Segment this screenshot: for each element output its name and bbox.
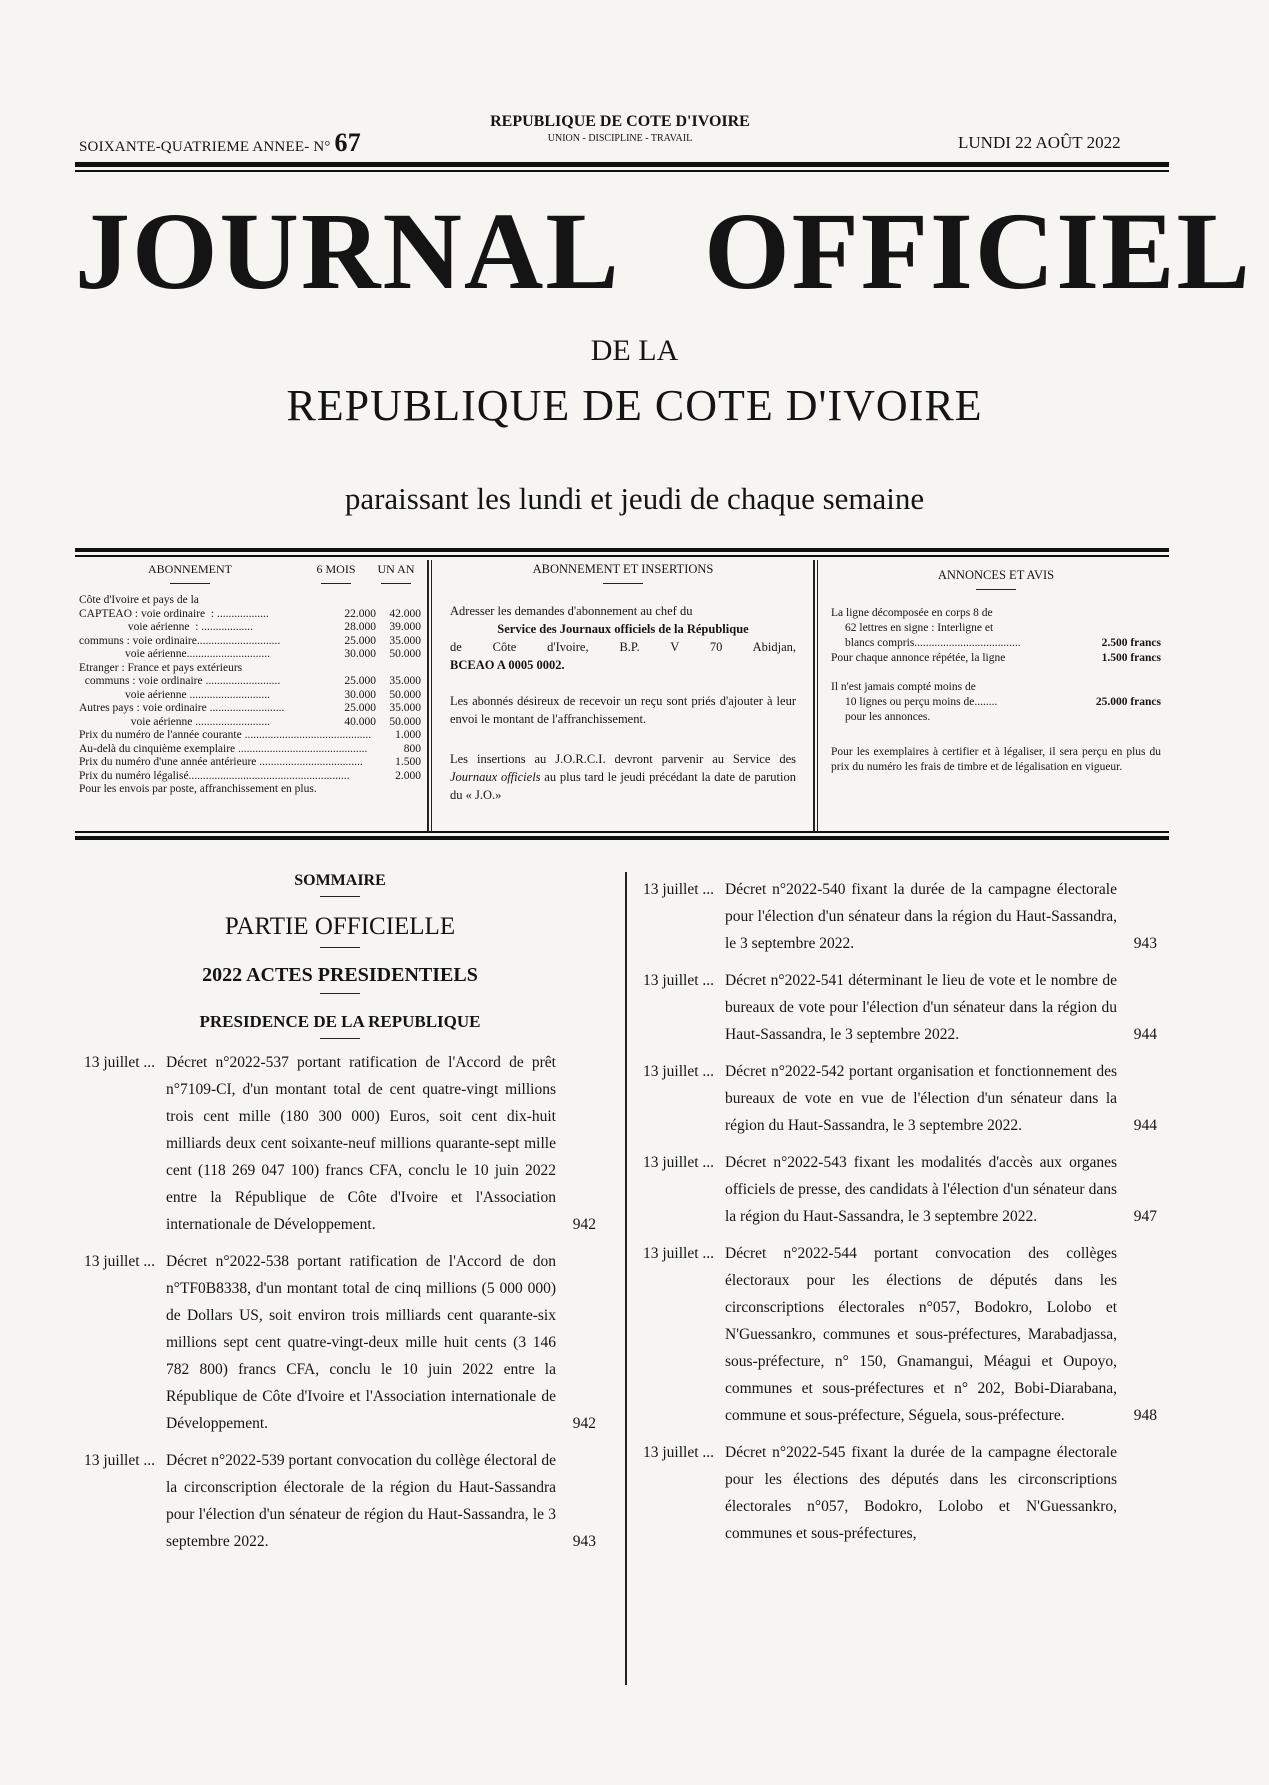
- annonces-l2: 62 lettres en signe : Interligne et: [845, 622, 994, 634]
- entry-date: 13 juillet ...: [84, 1452, 156, 1469]
- annonces-l6: 10 lignes ou perçu moins de........: [845, 696, 998, 708]
- entry-text: Décret n°2022-540 fixant la durée de la campagne électorale pour l'élection d'un sénateur dans la région du Haut-Sassandra, le 3 septembre 2022.: [725, 881, 1117, 952]
- entry-page: 943: [1133, 935, 1157, 952]
- abonnement-row-label: communs : voie ordinaire ..........................: [79, 675, 281, 687]
- annonces-l5: Il n'est jamais compté moins de: [831, 681, 976, 693]
- sommaire-entry[interactable]: [84, 1447, 596, 1555]
- price-row: [79, 743, 421, 757]
- issue-date: LUNDI 22 AOÛT 2022: [958, 133, 1121, 152]
- abonnement-row-6mois: 40.000: [344, 715, 376, 728]
- sommaire-left: [84, 872, 596, 1555]
- entry-date: 13 juillet ...: [643, 1063, 715, 1080]
- abonnement-row-label: communs : voie ordinaire.............................: [79, 634, 281, 647]
- annonces-l6-price: 25.000 francs: [1095, 696, 1161, 708]
- entry-date: 13 juillet ...: [643, 1444, 715, 1461]
- abonnement-row-1an: 50.000: [389, 648, 421, 660]
- abonnement-row: [79, 662, 421, 676]
- annonces-column: [831, 562, 1161, 775]
- six-mois-header: 6 MOIS: [316, 562, 356, 576]
- entry-text: Décret n°2022-543 fixant les modalités d'accès aux organes officiels de presse, des candidats à l'élection d'un sénateur dans la région du Haut-Sassandra, le 3 septembre 2022.: [725, 1154, 1117, 1225]
- annonces-l7: pour les annonces.: [845, 711, 931, 723]
- presidence: PRESIDENCE DE LA REPUBLIQUE: [199, 1012, 481, 1031]
- sommaire-entry[interactable]: [643, 876, 1157, 957]
- annonces-l4-price: 1.500 francs: [1101, 652, 1161, 664]
- price-label: Prix du numéro d'une année antérieure ....................................: [79, 756, 363, 768]
- price-value: 2.000: [395, 769, 421, 782]
- abonnement-row-6mois: 25.000: [344, 634, 376, 647]
- journal-title: JOURNAL OFFICIEL: [75, 190, 1252, 312]
- price-row: [79, 756, 421, 770]
- abonnement-row-1an: 50.000: [389, 715, 421, 728]
- insertions-title: ABONNEMENT ET INSERTIONS: [532, 562, 714, 576]
- entry-text: Décret n°2022-544 portant convocation des collèges électoraux pour les élections de députés dans les circonscriptions électorales n°057, Bodokro, Lolobo et N'Guessankro, communes et sous-préfectures, Marabadjassa, sous-préfecture, n° 150, Gnamangui, Méagui et Oupoyo, communes et sous-préfectures et n° 202, Bobi-Diarabana, commune et sous-préfecture, Séguela, sous-préfecture.: [725, 1245, 1117, 1424]
- abonnement-row-6mois: 25.000: [344, 702, 376, 714]
- insertions-p1a: Adresser les demandes d'abonnement au chef du: [450, 604, 693, 618]
- entry-text: Décret n°2022-542 portant organisation et fonctionnement des bureaux de vote en vue de l'élection d'un sénateur dans la région du Haut-Sassandra, le 3 septembre 2022.: [725, 1063, 1117, 1134]
- entry-date: 13 juillet ...: [643, 972, 715, 989]
- price-row: [79, 770, 421, 784]
- republic-title: REPUBLIQUE DE COTE D'IVOIRE: [286, 381, 983, 430]
- abonnement-row: [79, 702, 421, 716]
- annonces-title: ANNONCES ET AVIS: [937, 568, 1055, 582]
- abonnement-row: [79, 621, 421, 635]
- abonnement-row-1an: 35.000: [389, 634, 421, 647]
- annonces-l8: Pour les exemplaires à certifier et à légaliser, il sera perçu en plus du prix du numéro les frais de timbre et de légalisation en vigueur.: [831, 746, 1161, 773]
- price-row: [79, 729, 421, 743]
- sommaire-entry[interactable]: [643, 1149, 1157, 1230]
- entry-date: 13 juillet ...: [84, 1253, 156, 1270]
- abonnement-row-1an: 42.000: [389, 607, 421, 620]
- price-label: Prix du numéro légalisé........................................................: [79, 769, 350, 782]
- sommaire-entry[interactable]: [643, 1439, 1117, 1547]
- left-entries: [84, 1049, 596, 1555]
- entry-date: 13 juillet ...: [643, 1245, 715, 1262]
- entry-text: Décret n°2022-538 portant ratification de l'Accord de don n°TF0B8338, d'un montant total de cinq millions (5 000 000) de Dollars US, soit environ trois milliards cent quarante-six millions sept cent quatre-vingt-deux mille huit cents (3 146 782 800) francs CFA, conclu le 10 juin 2022 entre la République de Côte d'Ivoire et l'Association internationale de Développement.: [166, 1253, 556, 1432]
- entry-text: Décret n°2022-537 portant ratification de l'Accord de prêt n°7109-CI, d'un montant total de cent quatre-vingt millions trois cent mille (180 300 000) Euros, soit cent dix-huit milliards deux cent soixante-neuf millions quarante-sept mille cent (118 269 047 100) francs CFA, conclu le 10 juin 2022 entre la République de Côte d'Ivoire et l'Association internationale de Développement.: [166, 1054, 556, 1233]
- abonnement-row-label: voie aérienne : ..................: [79, 621, 254, 633]
- abonnement-row-label: voie aérienne.............................: [79, 648, 270, 660]
- issue-number: 67: [334, 128, 361, 157]
- header-rule: [75, 162, 1169, 167]
- abonnement-table: [79, 594, 421, 797]
- price-value: 1.000: [395, 729, 421, 741]
- sommaire-entry[interactable]: [84, 1049, 596, 1238]
- frequency: paraissant les lundi et jeudi de chaque semaine: [344, 481, 925, 516]
- abonnement-row: [79, 716, 421, 730]
- insertions-p3: Les insertions au J.O.R.C.I. devront parvenir au Service des Journaux officiels au plus tard le jeudi précédant la date de parution du « J.O.»: [450, 752, 796, 802]
- entry-page: 943: [572, 1533, 596, 1550]
- abonnement-row-label: CAPTEAO : voie ordinaire : ..................: [79, 607, 269, 620]
- insertions-p1b: Service des Journaux officiels de la République: [497, 622, 749, 636]
- annonces-l3: blancs compris.....................................: [845, 637, 1021, 649]
- insertions-p1c: de Côte d'Ivoire, B.P. V 70 Abidjan,: [450, 640, 796, 654]
- insertions-p1d: BCEAO A 0005 0002.: [450, 658, 565, 672]
- sommaire-entry[interactable]: [643, 967, 1157, 1048]
- insertions-p2: Les abonnés désireux de recevoir un reçu sont priés d'ajouter à leur envoi le montant de l'affranchissement.: [450, 694, 796, 726]
- entry-text: Décret n°2022-539 portant convocation du collège électoral de la circonscription électorale de la région du Haut-Sassandra pour l'élection d'un sénateur de région du Haut-Sassandra, le 3 septembre 2022.: [166, 1452, 556, 1550]
- entry-text: Décret n°2022-541 déterminant le lieu de vote et le nombre de bureaux de vote pour l'élection d'un sénateur dans la région du Haut-Sassandra, le 3 septembre 2022.: [725, 972, 1117, 1043]
- abonnement-section: Côte d'Ivoire et pays de la: [79, 594, 199, 606]
- sommaire-title: SOMMAIRE: [294, 872, 386, 889]
- subscription-box: [75, 548, 1169, 840]
- entry-page: 944: [1133, 1117, 1157, 1134]
- abonnement-row-6mois: 25.000: [344, 675, 376, 687]
- abonnement-row: [79, 675, 421, 689]
- price-value: 800: [403, 742, 421, 755]
- year-label: SOIXANTE-QUATRIEME ANNEE- N°: [79, 139, 331, 155]
- sommaire-entry[interactable]: [643, 1058, 1157, 1139]
- sommaire-right: [643, 876, 1157, 1547]
- abonnement-row-label: voie aérienne ..........................: [79, 715, 270, 728]
- entry-page: 944: [1133, 1026, 1157, 1043]
- actes-presidentiels: 2022 ACTES PRESIDENTIELS: [202, 964, 478, 986]
- sommaire-entry[interactable]: [643, 1240, 1157, 1429]
- entry-page: 948: [1133, 1407, 1157, 1424]
- postal-note: Pour les envois par poste, affranchissement en plus.: [79, 783, 317, 795]
- insertions-column: [450, 562, 796, 804]
- price-label: Prix du numéro de l'année courante ............................................: [79, 729, 372, 741]
- abonnement-row: [79, 648, 421, 662]
- annonces-l4: Pour chaque annonce répétée, la ligne: [831, 652, 1006, 664]
- abonnement-row: [79, 635, 421, 649]
- abonnement-row-6mois: 30.000: [344, 648, 376, 660]
- annonces-l3-price: 2.500 francs: [1101, 637, 1161, 649]
- header-rule-thin: [75, 170, 1169, 172]
- abonnement-row: [79, 608, 421, 622]
- abonnement-header: ABONNEMENT: [148, 562, 232, 576]
- column-divider: [625, 872, 627, 1685]
- abonnement-row-label: Etranger : France et pays extérieurs: [79, 661, 243, 674]
- abonnement-row-6mois: 28.000: [344, 621, 376, 633]
- abonnement-row-1an: 35.000: [389, 702, 421, 714]
- sommaire-entry[interactable]: [84, 1248, 596, 1437]
- abonnement-row-1an: 50.000: [389, 688, 421, 701]
- de-la: DE LA: [590, 334, 679, 367]
- abonnement-row: [79, 689, 421, 703]
- entry-date: 13 juillet ...: [643, 881, 715, 898]
- abonnement-row-label: voie aérienne ............................: [79, 688, 270, 701]
- entry-text: Décret n°2022-545 fixant la durée de la campagne électorale pour les élections des députés dans les circonscriptions électorales n°057, Bodokro, Lolobo et N'Guessankro, communes et sous-préfectures,: [725, 1444, 1117, 1542]
- abonnement-row-6mois: 30.000: [344, 688, 376, 701]
- year-issue: [79, 128, 361, 158]
- un-an-header: UN AN: [377, 562, 415, 576]
- price-label: Au-delà du cinquième exemplaire .............................................: [79, 742, 368, 755]
- abonnement-column: [79, 562, 421, 797]
- country-block: [450, 113, 790, 144]
- entry-date: 13 juillet ...: [84, 1054, 156, 1071]
- annonces-l1: La ligne décomposée en corps 8 de: [831, 607, 993, 619]
- abonnement-row-1an: 39.000: [389, 621, 421, 633]
- abonnement-row-6mois: [328, 662, 376, 676]
- partie-officielle: PARTIE OFFICIELLE: [224, 913, 456, 940]
- abonnement-row-6mois: 22.000: [344, 607, 376, 620]
- right-entries: [643, 876, 1157, 1547]
- abonnement-row-1an: 35.000: [389, 675, 421, 687]
- abonnement-row-1an: [376, 662, 421, 676]
- motto: UNION - DISCIPLINE - TRAVAIL: [547, 133, 693, 144]
- entry-page: 947: [1133, 1208, 1157, 1225]
- country-name: REPUBLIQUE DE COTE D'IVOIRE: [490, 113, 750, 130]
- abonnement-row-label: Autres pays : voie ordinaire ..........................: [79, 702, 285, 714]
- entry-date: 13 juillet ...: [643, 1154, 715, 1171]
- entry-page: 942: [572, 1216, 596, 1233]
- price-value: 1.500: [395, 756, 421, 768]
- entry-page: 942: [572, 1415, 596, 1432]
